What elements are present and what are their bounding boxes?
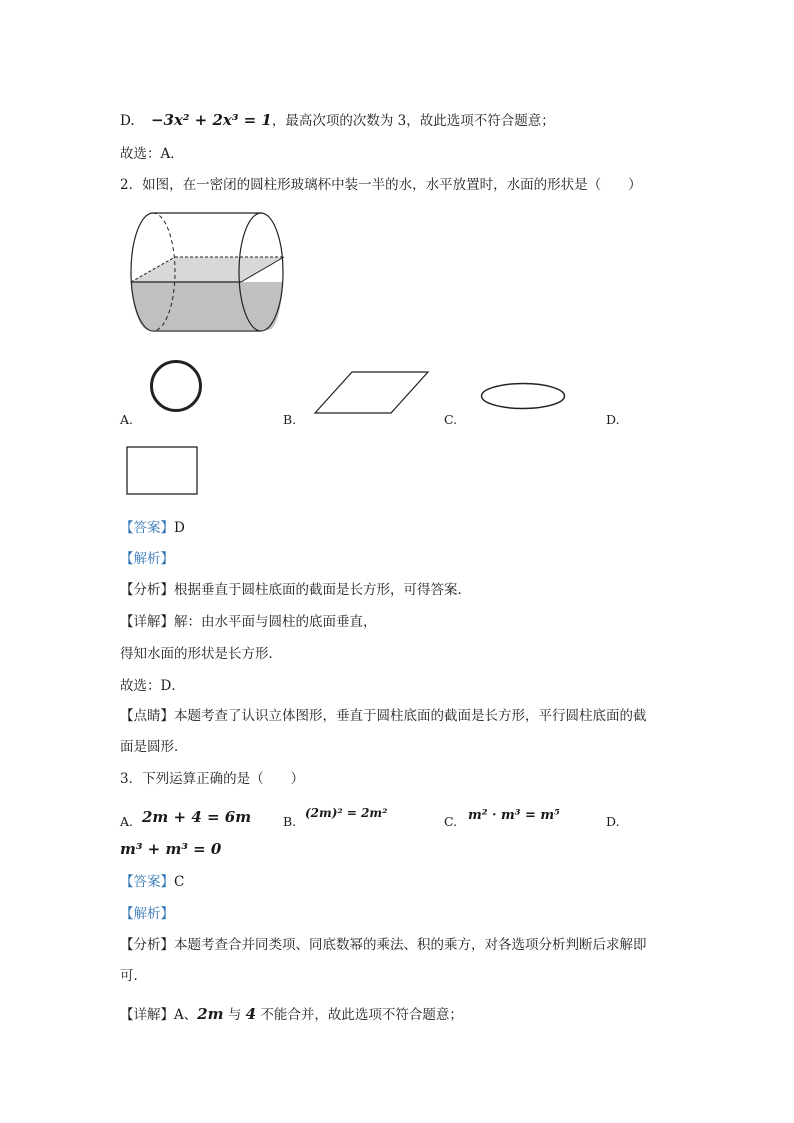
xiangjie-tag: 【详解】 bbox=[120, 1007, 174, 1023]
q2-dianjing bbox=[120, 706, 647, 726]
q3-xiangjie bbox=[120, 1004, 463, 1025]
fenxi-text-1: 本题考查合并同类项、同底数幂的乘法、积的乘方，对各选项分析判断后求解即 bbox=[174, 937, 647, 953]
dianjing-text-1: 本题考查了认识立体图形，垂直于圆柱底面的截面是长方形，平行圆柱底面的截 bbox=[174, 708, 647, 724]
q3-option-c-expr: m² · m³ = m⁵ bbox=[468, 808, 560, 823]
q1-choose: 故选：A． bbox=[120, 146, 184, 162]
circle-option bbox=[150, 360, 204, 414]
cylinder-figure bbox=[128, 210, 288, 335]
q2-dianjing-2: 面是圆形． bbox=[120, 739, 188, 755]
q1-option-d-text: ，最高次项的次数为 3，故此选项不符合题意； bbox=[271, 113, 555, 129]
fenxi-text: 根据垂直于圆柱底面的截面是长方形，可得答案． bbox=[174, 582, 471, 598]
q3-answer bbox=[120, 872, 184, 892]
q3-option-a-expr: 2m + 4 = 6m bbox=[142, 808, 252, 826]
parallelogram-option bbox=[314, 371, 430, 415]
q3-option-d-label: D. bbox=[606, 814, 620, 829]
q2-jiexi-tag: 【解析】 bbox=[120, 551, 174, 567]
answer-tag: 【答案】 bbox=[120, 874, 174, 890]
xiangjie-text-1: 解：由水平面与圆柱的底面垂直， bbox=[174, 614, 377, 630]
q3-fenxi bbox=[120, 935, 647, 955]
fenxi-tag: 【分析】 bbox=[120, 937, 174, 953]
xiangjie-a-prefix: A、 bbox=[174, 1007, 198, 1023]
xiangjie-tag: 【详解】 bbox=[120, 614, 174, 630]
q2-option-a-label: A. bbox=[120, 412, 134, 427]
q2-fenxi bbox=[120, 580, 471, 600]
q2-option-d-label: D. bbox=[606, 412, 620, 427]
fenxi-tag: 【分析】 bbox=[120, 582, 174, 598]
q3-option-b-expr: (2m)² = 2m² bbox=[305, 806, 388, 820]
q2-answer bbox=[120, 518, 185, 538]
q2-xiangjie bbox=[120, 612, 377, 632]
q2-option-b-label: B. bbox=[283, 412, 297, 427]
q3-jiexi-tag: 【解析】 bbox=[120, 906, 174, 922]
q3-option-a-label: A. bbox=[120, 814, 134, 829]
q2-option-c-label: C. bbox=[444, 412, 458, 427]
xiangjie-a-mid: 与 bbox=[223, 1007, 246, 1023]
xiangjie-a-text: 不能合并，故此选项不符合题意； bbox=[256, 1007, 463, 1023]
q3-option-b-label: B. bbox=[283, 814, 297, 829]
q3-option-d-expr: m³ + m³ = 0 bbox=[120, 840, 222, 858]
q1-option-d-line bbox=[120, 110, 555, 131]
answer-value: D bbox=[174, 520, 185, 536]
answer-value: C bbox=[174, 874, 185, 890]
q3-option-c-label: C. bbox=[444, 814, 458, 829]
q3-fenxi-2: 可． bbox=[120, 968, 147, 984]
answer-tag: 【答案】 bbox=[120, 520, 174, 536]
xiangjie-a-expr1: 2m bbox=[197, 1005, 224, 1023]
q2-stem: 2．如图，在一密闭的圆柱形玻璃杯中装一半的水，水平放置时，水面的形状是（ ） bbox=[120, 177, 642, 193]
ellipse-option bbox=[480, 383, 566, 411]
q1-option-d-label: D. bbox=[120, 113, 135, 129]
q1-option-d-expression: −3x² + 2x³ = 1 bbox=[150, 111, 272, 129]
dianjing-tag: 【点睛】 bbox=[120, 708, 174, 724]
xiangjie-a-expr2: 4 bbox=[245, 1005, 257, 1023]
q2-choose: 故选：D． bbox=[120, 678, 185, 694]
rectangle-option bbox=[126, 446, 198, 496]
q3-stem: 3．下列运算正确的是（ ） bbox=[120, 771, 305, 787]
q2-xiangjie-2: 得知水面的形状是长方形． bbox=[120, 646, 282, 662]
